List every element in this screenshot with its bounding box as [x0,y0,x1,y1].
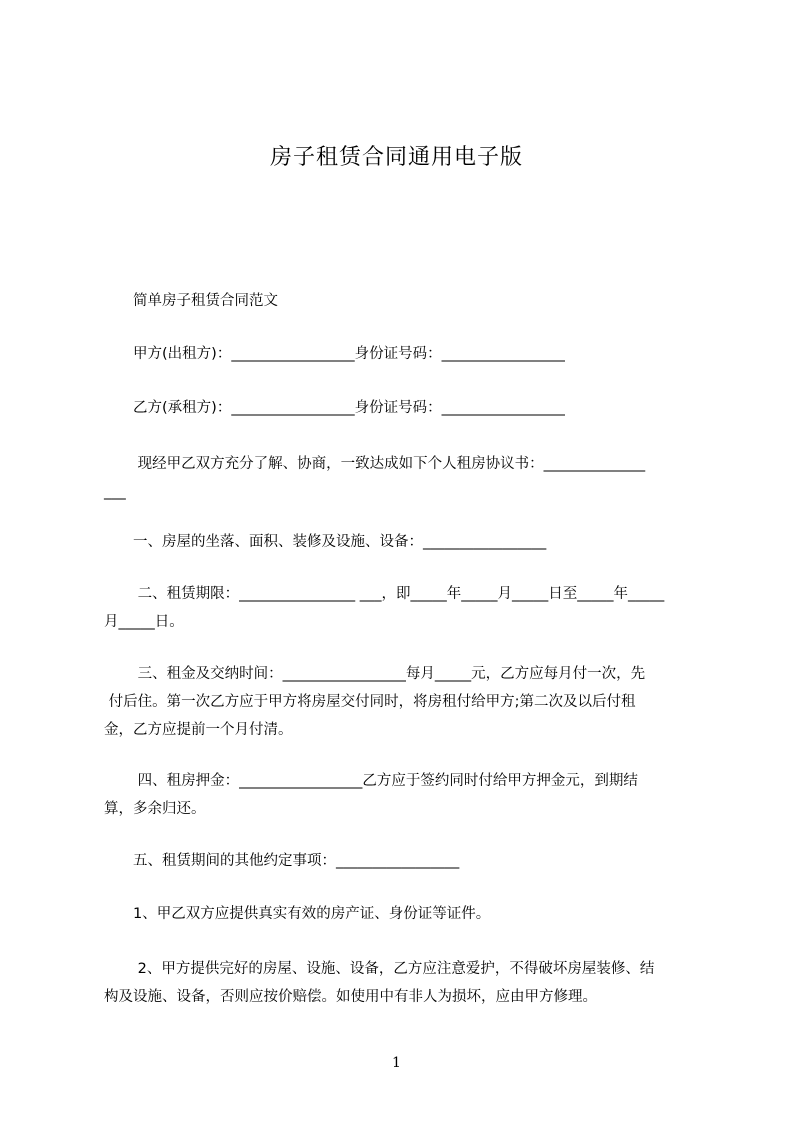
page-number: 1 [392,1055,401,1071]
paragraph-section-1: 一、房屋的坐落、面积、装修及设施、设备：_________________ [104,534,547,550]
paragraph-party-b: 乙方(承租方)：_________________身份证号码：_________________ [104,400,565,416]
paragraph-party-a: 甲方(出租方)：_________________身份证号码：_________________ [104,346,565,362]
paragraph-agreement: 现经甲乙双方充分了解、协商，一致达成如下个人租房协议书：______________ ___ [104,456,646,500]
paragraph-section-5: 五、租赁期间的其他约定事项：_________________ [104,853,460,869]
paragraph-item-2: 2、甲方提供完好的房屋、设施、设备，乙方应注意爱护，不得破坏房屋装修、结 构及设施、设备，否则应按价赔偿。如使用中有非人为损坏，应由甲方修理。 [104,961,655,1005]
paragraph-section-2: 二、租赁期限：________________ ___，即_____年_____月_____日至_____年_____ 月_____日。 [104,586,665,630]
paragraph-section-3: 三、租金及交纳时间：_________________每月_____元，乙方应每月付一次，先 付后住。第一次乙方应于甲方将房屋交付同时，将房租付给甲方;第二次及以后付租 金，乙方应提前一个月付清。 [104,666,646,738]
paragraph-section-4: 四、租房押金：_________________乙方应于签约同时付给甲方押金元，到期结 算，多余归还。 [104,773,638,817]
document-title: 房子租赁合同通用电子版 [269,145,523,170]
paragraph-item-1: 1、甲乙双方应提供真实有效的房产证、身份证等证件。 [104,906,491,922]
paragraph-intro: 简单房子租赁合同范文 [104,293,278,309]
